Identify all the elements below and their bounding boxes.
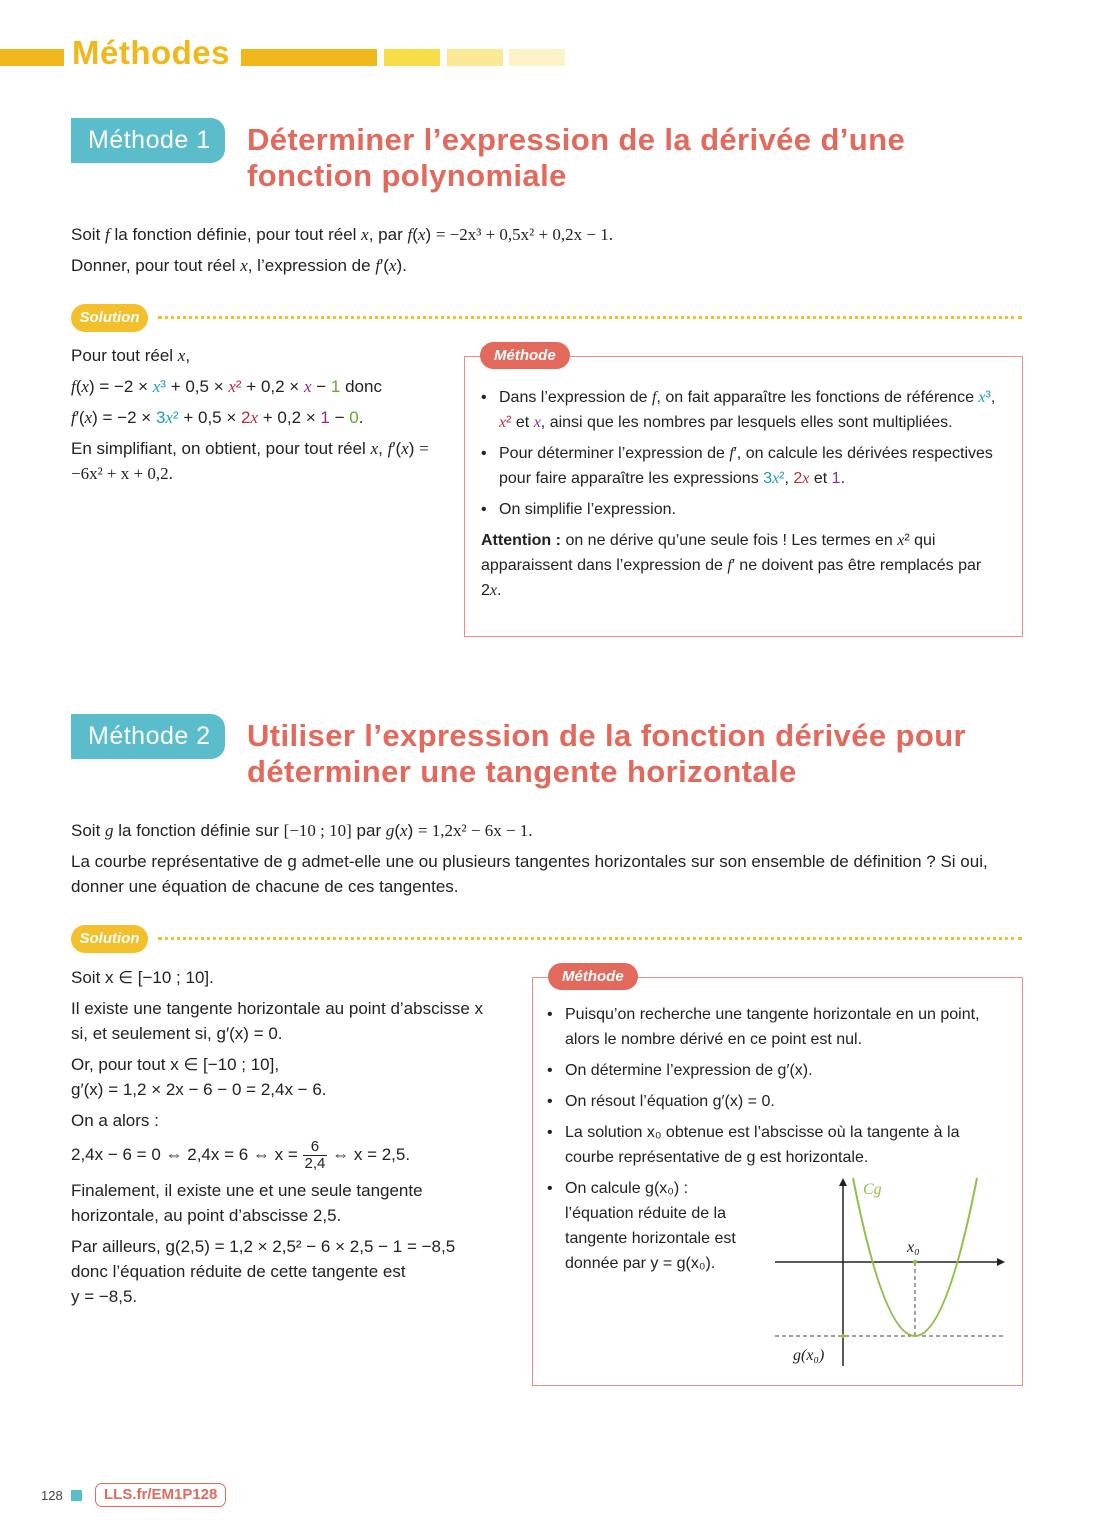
footer-link[interactable]: LLS.fr/EM1P128 [95,1483,226,1507]
method-1-statement [71,222,1031,284]
method-2-tag: Méthode 2 [71,714,225,759]
method-1-tag: Méthode 1 [71,118,225,163]
gx0-label: g(x₀) [793,1347,825,1364]
method-2-box-bullet-2: • On détermine l’expression de g′(x). [547,1058,1006,1083]
method-2-statement-line1: Soit g la fonction définie sur [−10 ; 10] par g(x) = 1,2x² − 6x − 1. [71,821,533,840]
solution-2-line7: Par ailleurs, g(2,5) = 1,2 × 2,5² − 6 × 2,5 − 1 = −8,5 donc l’équation réduite de cette tangente est y = −8,5. [71,1237,456,1306]
method-1-title-line1: Déterminer l’expression de la dérivée d’une [247,122,906,157]
method-2-box-bullet-5: • On calcule g(x₀) : l’équation réduite de la tangente horizontale est donnée par y = g(x₀). [547,1176,755,1276]
method-1-statement-line2: Donner, pour tout réel x, l’expression de f′(x). [71,256,407,275]
solution-divider-1 [158,316,1022,319]
solution-1-line1: Pour tout réel x, [71,346,191,365]
solution-badge-2: Solution [71,925,148,953]
method-1-title-line2: fonction polynomiale [247,158,567,193]
solution-2-line3: Or, pour tout x ∈ [−10 ; 10], g′(x) = 1,2 × 2x − 6 − 0 = 2,4x − 6. [71,1055,327,1099]
method-2-title-line1: Utiliser l’expression de la fonction dérivée pour [247,718,967,753]
method-1-box-attention: Attention : on ne dérive qu’une seule fois ! Les termes en x² qui apparaissent dans l’expression de f′ ne doivent pas être remplacés par 2x. [481,532,982,599]
curve-label: Cg [863,1181,882,1198]
method-1-box-bullet-1: • Dans l’expression de f, on fait apparaître les fonctions de référence x³, x² et x, ainsi que les nombres par lesquels elles sont multipliées. [481,385,1006,435]
solution-2-line4: On a alors : [71,1111,159,1130]
header-band-2 [384,49,440,66]
method-1-box-tag: Méthode [480,342,570,369]
method-2-solution [71,965,496,1315]
header-band-3 [447,49,503,66]
method-1-title [247,122,905,194]
method-1-box [464,356,1023,637]
method-1-box-bullet-3: • On simplifie l’expression. [481,497,1006,522]
page-title: Méthodes [72,34,236,72]
method-2-title [247,718,966,790]
page-number: 128 [41,1488,63,1503]
fraction: $\frac{6}{2,4}$ [304,1138,326,1172]
graph-y-arrow [839,1178,847,1186]
method-2-box [532,977,1023,1386]
solution-divider-2 [158,937,1022,940]
solution-2-line5: 2,4x − 6 = 0 ⇔ 2,4x = 6 ⇔ x = $\frac{6}{2,4}$ ⇔ x = 2,5. [71,1138,411,1172]
method-1-box-bullet-2: • Pour déterminer l’expression de f′, on calcule les dérivées respectives pour faire apparaître les expressions 3x², 2x et 1. [481,441,1006,491]
method-2-box-bullet-4: • La solution x₀ obtenue est l’abscisse où la tangente à la courbe représentative de g est horizontale. [547,1120,1006,1170]
gx0-point [841,1334,845,1338]
method-2-statement [71,818,1031,905]
header-band-4 [509,49,565,66]
x0-point [913,1260,917,1264]
solution-2-line2: Il existe une tangente horizontale au point d’abscisse x si, et seulement si, g′(x) = 0. [71,999,484,1043]
solution-1-line4: En simplifiant, on obtient, pour tout réel x, f′(x) = −6x² + x + 0,2. [71,439,429,483]
tangent-graph [771,1174,1011,1374]
graph-x-arrow [997,1258,1005,1266]
header-band-1 [241,49,377,66]
method-1-statement-line1: Soit f la fonction définie, pour tout réel x, par f(x) = −2x³ + 0,5x² + 0,2x − 1. [71,225,613,244]
header-band-left [0,49,64,66]
footer-square-icon [71,1490,82,1501]
method-2-box-bullet-1: • Puisqu’on recherche une tangente horizontale en un point, alors le nombre dérivé en ce point est nul. [547,1002,1006,1052]
method-2-statement-line2: La courbe représentative de g admet-elle une ou plusieurs tangentes horizontales sur son ensemble de définition ? Si oui, donner une équation de chacune de ces tangentes. [71,852,988,896]
solution-2-line6: Finalement, il existe une et une seule tangente horizontale, au point d’abscisse 2,5. [71,1181,423,1225]
solution-1-line2: f(x) = −2 × x³ + 0,5 × x² + 0,2 × x − 1 donc [71,377,382,396]
method-2-title-line2: déterminer une tangente horizontale [247,754,797,789]
x0-label: x₀ [907,1239,920,1256]
solution-2-line1: Soit x ∈ [−10 ; 10]. [71,968,214,987]
method-1-solution [71,343,441,492]
solution-badge-1: Solution [71,304,148,332]
method-2-box-tag: Méthode [548,963,638,990]
solution-1-line3: f′(x) = −2 × 3x² + 0,5 × 2x + 0,2 × 1 − 0. [71,408,364,427]
method-2-box-bullet-3: • On résout l’équation g′(x) = 0. [547,1089,1006,1114]
